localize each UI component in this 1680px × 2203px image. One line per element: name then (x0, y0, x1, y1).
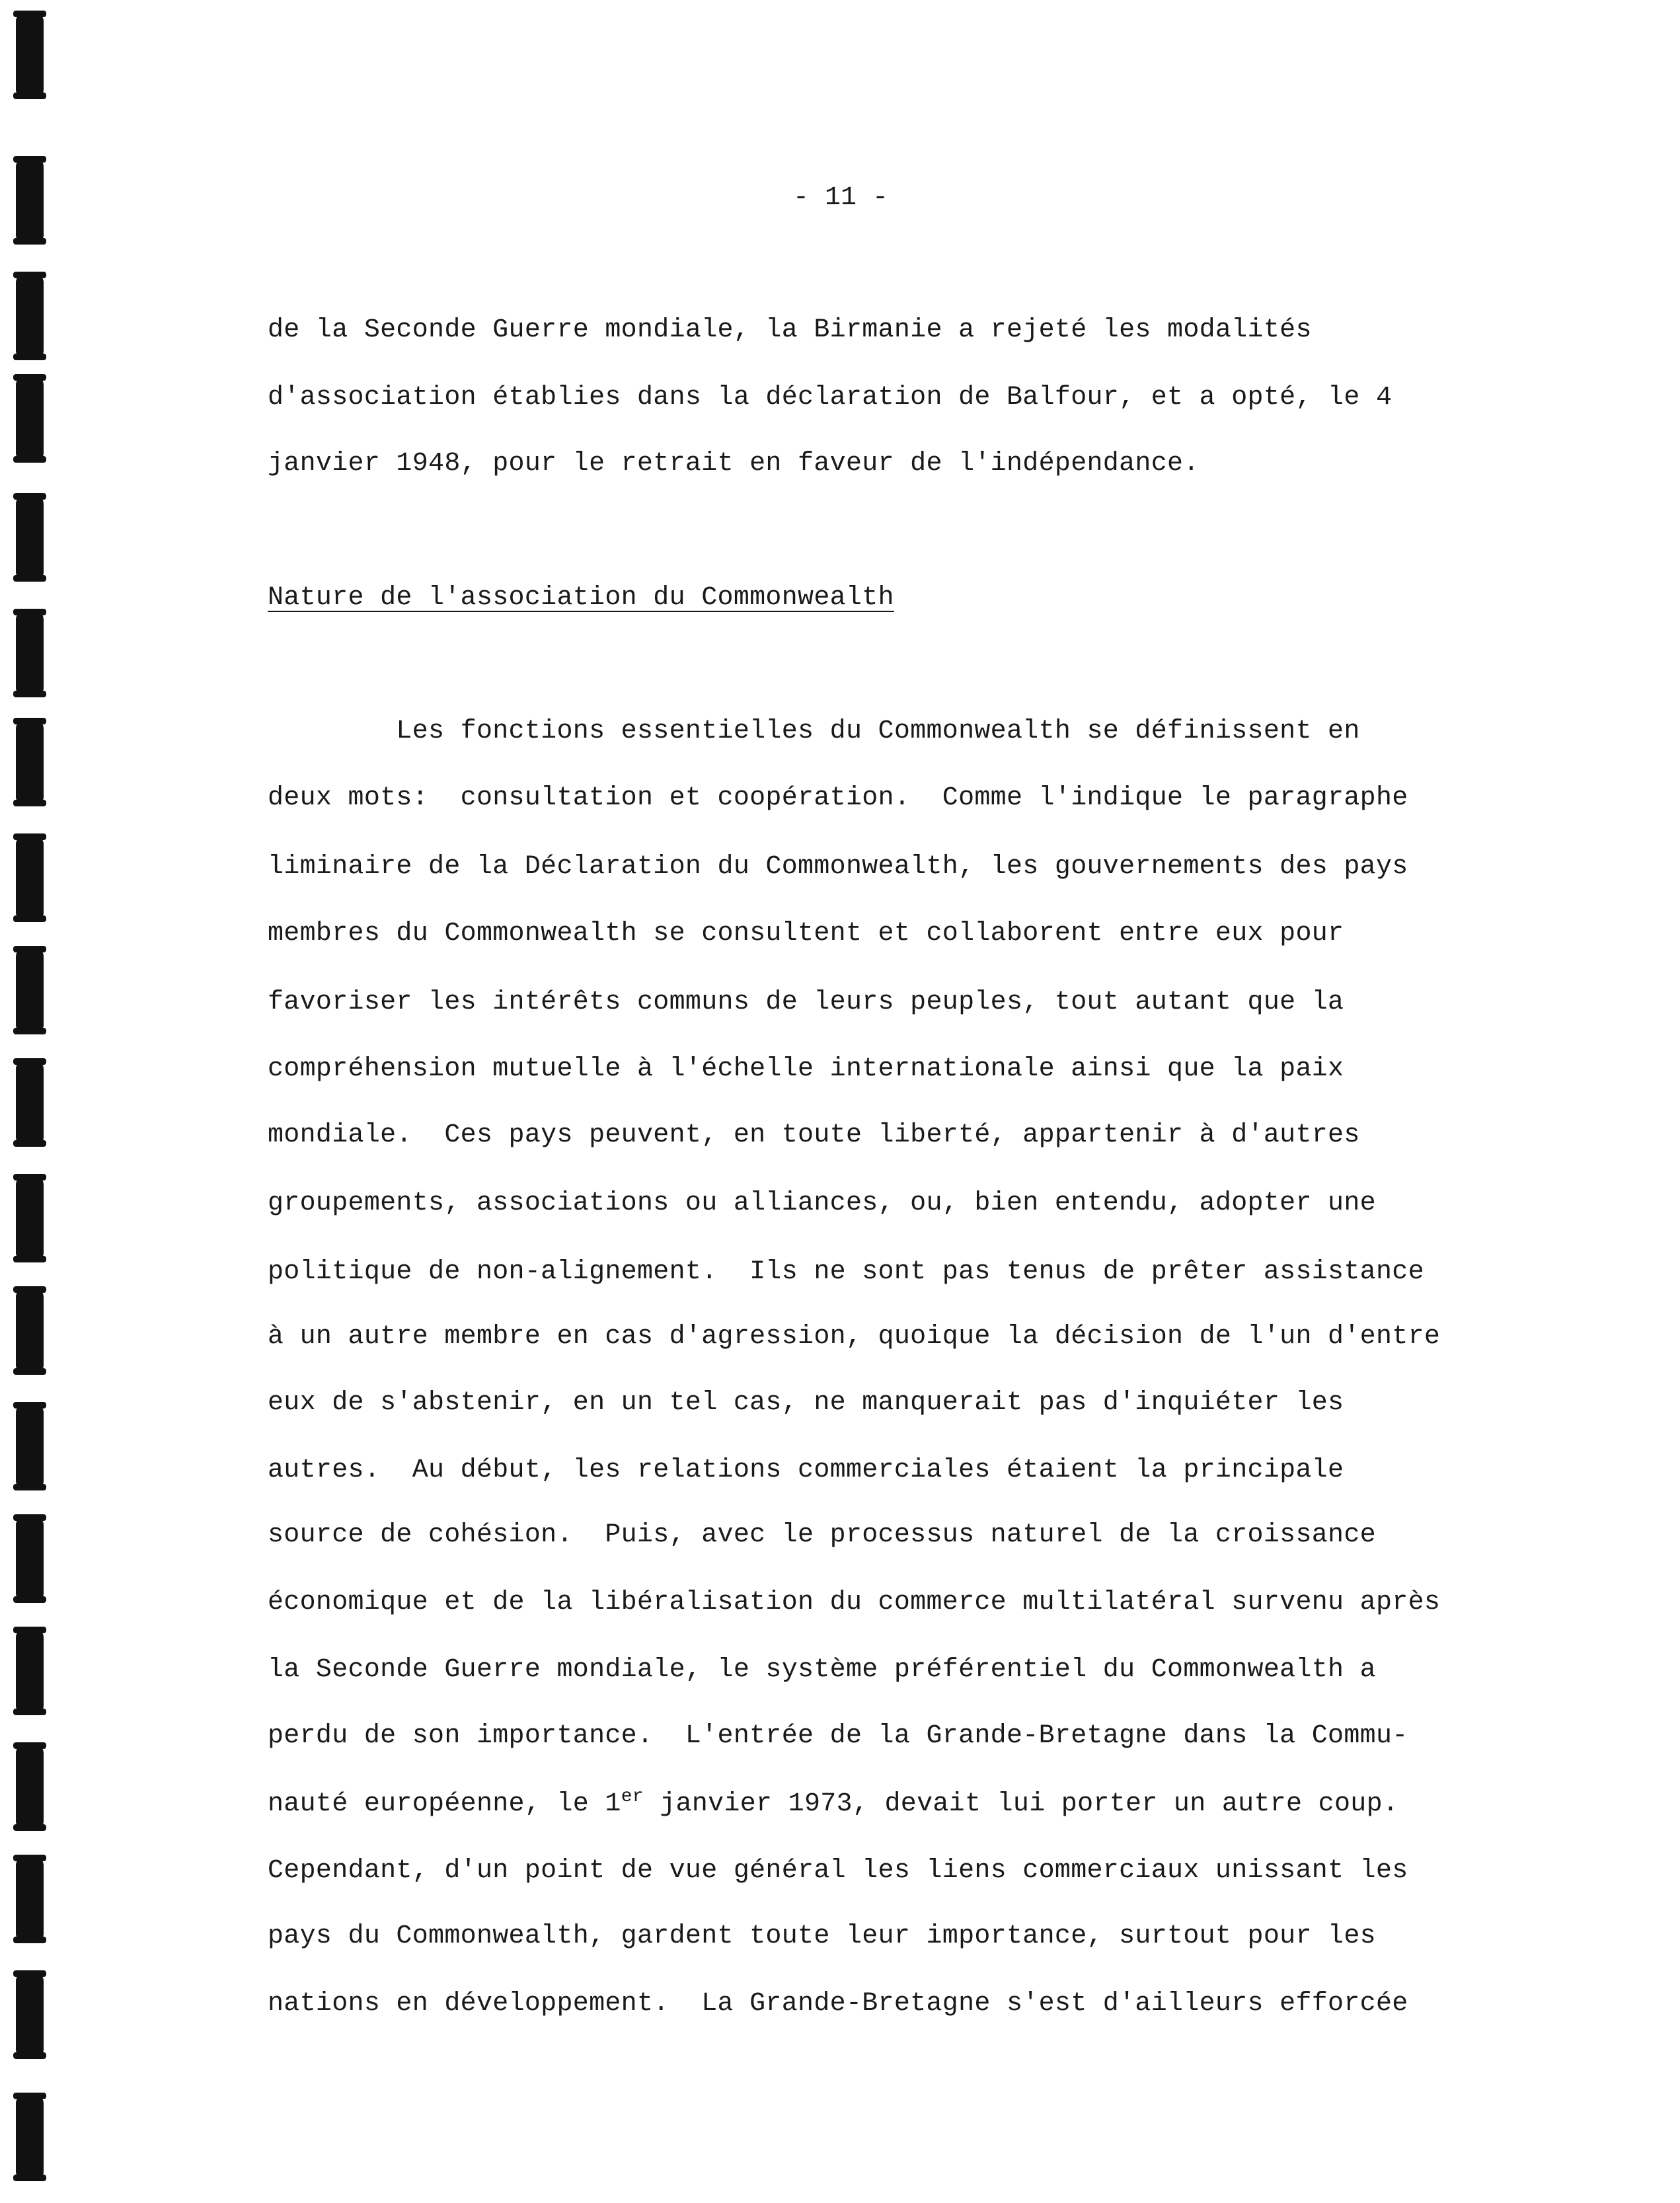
binder-hole (16, 159, 44, 242)
section-heading: Nature de l'association du Commonwealth (268, 583, 894, 613)
text-line: autres. Au début, les relations commerciales étaient la principale (268, 1455, 1344, 1485)
text-line: d'association établies dans la déclaration de Balfour, et a opté, le 4 (268, 383, 1393, 412)
binder-hole (16, 1517, 44, 1600)
binder-hole (16, 611, 44, 695)
text-line: pays du Commonwealth, gardent toute leur importance, surtout pour les (268, 1921, 1376, 1951)
text-line: groupements, associations ou alliances, ou, bien entendu, adopter une (268, 1188, 1376, 1218)
page-number: - 11 - (793, 183, 889, 213)
binder-hole (16, 836, 44, 919)
binder-hole (16, 1177, 44, 1260)
binder-hole (16, 2095, 44, 2179)
binder-hole-strip (0, 0, 53, 2203)
text-line: politique de non-alignement. Ils ne sont pas tenus de prêter assistance (268, 1257, 1424, 1287)
text-line: compréhension mutuelle à l'échelle internationale ainsi que la paix (268, 1054, 1344, 1084)
text-line: économique et de la libéralisation du commerce multilatéral survenu après (268, 1588, 1441, 1617)
binder-hole (16, 1973, 44, 2056)
text-line: Cependant, d'un point de vue général les liens commerciaux unissant les (268, 1856, 1408, 1886)
text-line: janvier 1948, pour le retrait en faveur de l'indépendance. (268, 449, 1200, 479)
text-line: eux de s'abstenir, en un tel cas, ne manquerait pas d'inquiéter les (268, 1388, 1344, 1418)
text-line: membres du Commonwealth se consultent et collaborent entre eux pour (268, 919, 1344, 948)
text-line: nations en développement. La Grande-Bretagne s'est d'ailleurs efforcée (268, 1989, 1408, 2019)
binder-hole (16, 720, 44, 804)
binder-hole (16, 1405, 44, 1488)
binder-hole (16, 1289, 44, 1372)
text-line: Les fonctions essentielles du Commonwealth se définissent en (268, 716, 1360, 746)
binder-hole (16, 948, 44, 1032)
binder-hole (16, 13, 44, 97)
superscript: er (621, 1787, 644, 1807)
text-line: deux mots: consultation et coopération. Comme l'indique le paragraphe (268, 783, 1408, 813)
binder-hole (16, 1857, 44, 1941)
text-line: favoriser les intérêts communs de leurs peuples, tout autant que la (268, 987, 1344, 1017)
text-line-with-superscript (268, 1785, 1398, 1824)
binder-hole (16, 1745, 44, 1828)
binder-hole (16, 1629, 44, 1713)
text-line: à un autre membre en cas d'agression, quoique la décision de l'un d'entre (268, 1322, 1441, 1352)
text-line: la Seconde Guerre mondiale, le système préférentiel du Commonwealth a (268, 1655, 1376, 1685)
text-segment: nauté européenne, le 1 (268, 1789, 621, 1819)
text-line: perdu de son importance. L'entrée de la Grande-Bretagne dans la Commu- (268, 1721, 1408, 1751)
text-line: de la Seconde Guerre mondiale, la Birmanie a rejeté les modalités (268, 315, 1312, 345)
text-segment: janvier 1973, devait lui porter un autre coup. (643, 1789, 1399, 1819)
binder-hole (16, 496, 44, 579)
text-line: source de cohésion. Puis, avec le processus naturel de la croissance (268, 1520, 1376, 1550)
text-line: mondiale. Ces pays peuvent, en toute liberté, appartenir à d'autres (268, 1120, 1360, 1150)
text-line: liminaire de la Déclaration du Commonwealth, les gouvernements des pays (268, 852, 1408, 882)
binder-hole (16, 274, 44, 358)
binder-hole (16, 1061, 44, 1144)
binder-hole (16, 377, 44, 460)
